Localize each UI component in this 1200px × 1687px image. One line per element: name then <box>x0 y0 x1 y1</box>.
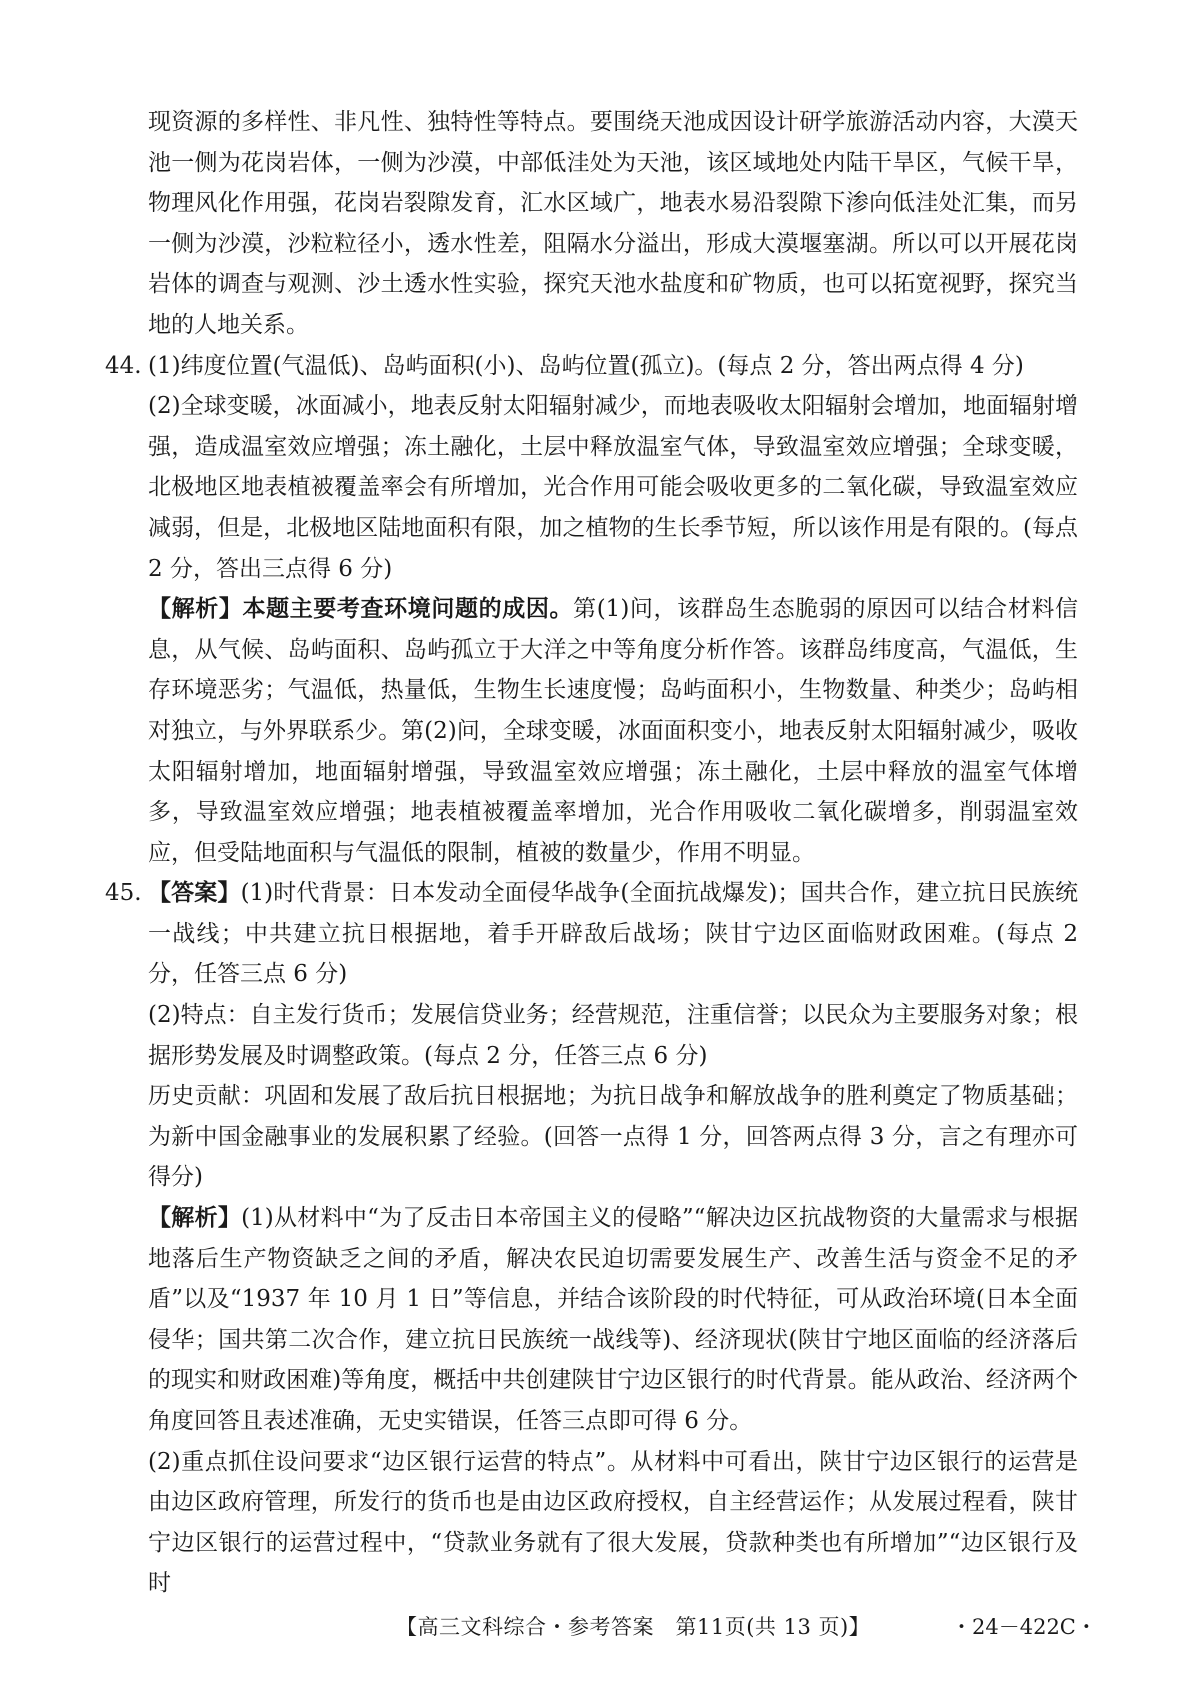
q45-analysis-1 <box>148 1198 1078 1442</box>
q44-analysis-text: 第(1)问，该群岛生态脆弱的原因可以结合材料信息，从气候、岛屿面积、岛屿孤立于大洋之中等角度分析作答。该群岛纬度高，气温低，生存环境恶劣；气温低，热量低，生物生长速度慢；岛屿面积小，生物数量、种类少；岛屿相对独立，与外界联系少。第(2)问，全球变暖，冰面面积变小，地表反射太阳辐射减少，吸收太阳辐射增加，地面辐射增强，导致温室效应增强；冻土融化，土层中释放的温室气体增多，导致温室效应增强；地表植被覆盖率增加，光合作用吸收二氧化碳增多，削弱温室效应，但受陆地面积与气温低的限制，植被的数量少，作用不明显。 <box>148 596 1078 866</box>
question-45 <box>105 873 1078 995</box>
q45-answer-part3: 历史贡献：巩固和发展了敌后抗日根据地；为抗日战争和解放战争的胜利奠定了物质基础；为新中国金融事业的发展积累了经验。(回答一点得 1 分，回答两点得 3 分，言之有理亦可得分) <box>148 1083 1078 1191</box>
q45-answer-label: 【答案】 <box>148 879 241 907</box>
question-number-45: 45. <box>105 880 142 907</box>
q45-answer-part1 <box>148 873 1078 995</box>
footer-code: ・24－422C・ <box>951 1615 1097 1639</box>
continuation-paragraph: 现资源的多样性、非凡性、独特性等特点。要围绕天池成因设计研学旅游活动内容，大漠天池一侧为花岗岩体，一侧为沙漠，中部低洼处为天池，该区域地处内陆干旱区，气候干旱，物理风化作用强，花岗岩裂隙发育，汇水区域广，地表水易沿裂隙下渗向低洼处汇集，而另一侧为沙漠，沙粒粒径小，透水性差，阻隔水分溢出，形成大漠堰塞湖。所以可以开展花岗岩体的调查与观测、沙土透水性实验，探究天池水盐度和矿物质，也可以拓宽视野，探究当地的人地关系。 <box>148 109 1078 338</box>
q44-answer-part2: (2)全球变暖，冰面减小，地表反射太阳辐射减少，而地表吸收太阳辐射会增加，地面辐射增强，造成温室效应增强；冻土融化，土层中释放温室气体，导致温室效应增强；全球变暖，北极地区地表植被覆盖率会有所增加，光合作用可能会吸收更多的二氧化碳，导致温室效应减弱，但是，北极地区陆地面积有限，加之植物的生长季节短，所以该作用是有限的。(每点 2 分，答出三点得 6 分) <box>148 393 1078 582</box>
q45-answer-part2: (2)特点：自主发行货币；发展信贷业务；经营规范，注重信誉；以民众为主要服务对象；根据形势发展及时调整政策。(每点 2 分，任答三点 6 分) <box>148 1002 1078 1069</box>
question-44 <box>105 346 1078 387</box>
q44-answer-part1: (1)纬度位置(气温低)、岛屿面积(小)、岛屿位置(孤立)。(每点 2 分，答出两点得 4 分) <box>148 352 1024 379</box>
q44-analysis <box>148 589 1078 873</box>
answer-content <box>105 102 1079 1604</box>
footer-title: 【高三文科综合・参考答案 第11页(共 13 页)】 <box>396 1615 871 1639</box>
q45-answer-part1-text: (1)时代背景：日本发动全面侵华战争(全面抗战爆发)；国共合作，建立抗日民族统一战线；中共建立抗日根据地，着手开辟敌后战场；陕甘宁边区面临财政困难。(每点 2 分，任答三点 6 分) <box>148 880 1078 988</box>
question-number-44: 44. <box>105 352 142 379</box>
q45-analysis-2: (2)重点抓住设问要求“边区银行运营的特点”。从材料中可看出，陕甘宁边区银行的运营是由边区政府管理，所发行的货币也是由边区政府授权，自主经营运作；从发展过程看，陕甘宁边区银行的运营过程中，“贷款业务就有了很大发展，贷款种类也有所增加”“边区银行及时 <box>148 1448 1078 1597</box>
q45-analysis-label: 【解析】 <box>148 1204 242 1232</box>
q45-analysis-text1: (1)从材料中“为了反击日本帝国主义的侵略”“解决边区抗战物资的大量需求与根据地落后生产物资缺乏之间的矛盾，解决农民迫切需要发展生产、改善生活与资金不足的矛盾”以及“1937 年 10 月 1 日”等信息，并结合该阶段的时代特征，可从政治环境(日本全面侵华；国共第二次合作，建立抗日民族统一战线等)、经济现状(陕甘宁地区面临的经济落后的现实和财政困难)等角度，概括中共创建陕甘宁边区银行的时代背景。能从政治、经济两个角度回答且表述准确，无史实错误，任答三点即可得 6 分。 <box>148 1205 1079 1434</box>
q44-analysis-label: 【解析】本题主要考查环境问题的成因。 <box>148 595 574 623</box>
